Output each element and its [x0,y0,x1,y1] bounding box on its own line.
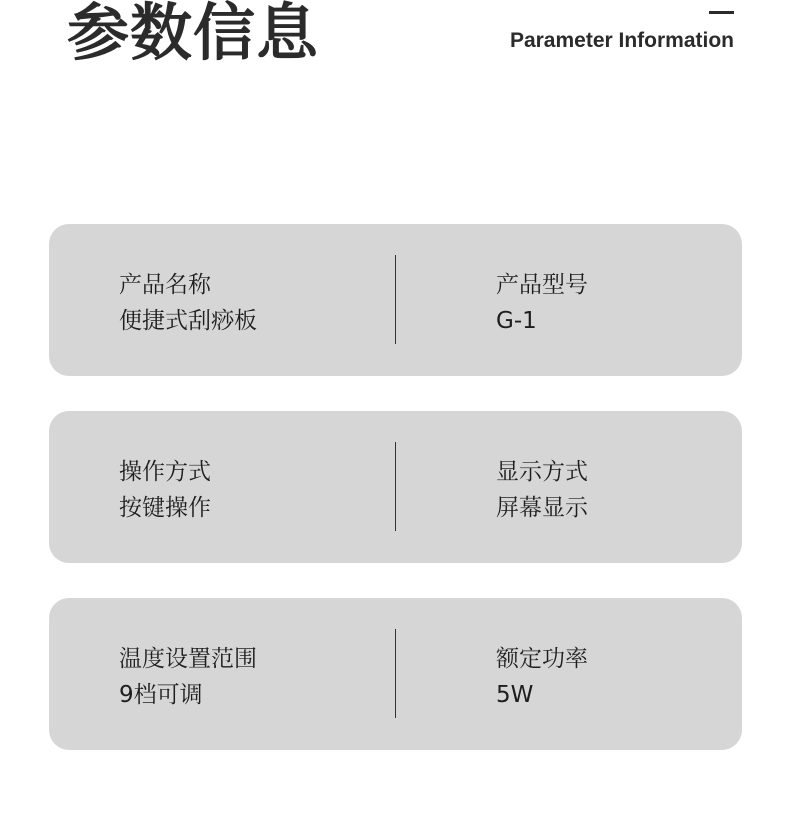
param-value: 9档可调 [119,682,203,708]
param-label: 产品名称 [119,272,211,298]
param-display-mode [496,454,588,526]
param-operation-mode [119,454,211,526]
param-value: 便捷式刮痧板 [119,308,257,334]
page-title: 参数信息 [67,0,320,69]
param-label: 产品型号 [496,272,588,298]
title-accent-dash [709,11,734,14]
param-product-name [119,267,257,339]
card-divider [395,442,396,531]
param-card-2 [49,411,742,563]
param-label: 显示方式 [496,459,588,485]
card-divider [395,629,396,718]
page-subtitle: Parameter Information [509,29,734,52]
param-value: 屏幕显示 [496,495,588,521]
card-divider [395,255,396,344]
param-rated-power [496,641,588,713]
param-card-3 [49,598,742,750]
param-temperature-range [119,641,257,713]
param-value: G-1 [496,308,537,334]
param-value: 5W [496,682,534,708]
param-card-1 [49,224,742,376]
param-product-model [496,267,588,339]
param-value: 按键操作 [119,495,211,521]
param-label: 额定功率 [496,646,588,672]
param-label: 操作方式 [119,459,211,485]
param-label: 温度设置范围 [119,646,257,672]
